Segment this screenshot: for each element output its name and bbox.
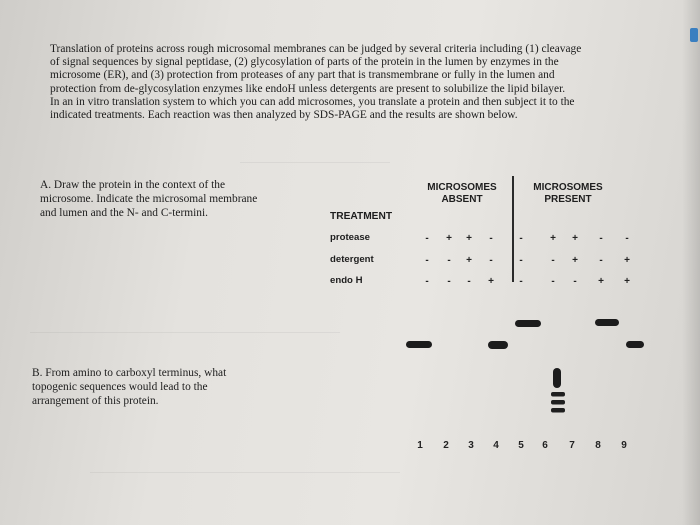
sign-detergent-lane-6: - — [551, 255, 555, 266]
blue-tab-mark — [690, 28, 698, 42]
sign-detergent-lane-2: - — [447, 255, 451, 266]
intro-line: of signal sequences by signal peptidase, (2) glycosylation of parts of the protein in the lumen by enzymes in the — [50, 56, 559, 69]
lane-number-2: 2 — [443, 440, 449, 451]
gel-band-lane-5 — [515, 320, 541, 327]
lane-number-1: 1 — [417, 440, 423, 451]
question-a — [40, 178, 310, 221]
sign-detergent-lane-7: + — [572, 255, 578, 266]
sign-endoh-lane-1: - — [425, 276, 429, 287]
intro-line: protection from de-glycosylation enzymes like endoH unless detergents are present to solubilize the lipid bilayer. — [50, 82, 566, 95]
question-a-line: and lumen and the N- and C-termini. — [40, 207, 208, 220]
bleed-through-text — [30, 320, 340, 333]
gel-band-lane-6-stack-1 — [551, 392, 565, 397]
sign-protease-lane-1: - — [425, 233, 429, 244]
header-microsomes-absent — [416, 182, 508, 205]
sign-detergent-lane-4: - — [489, 255, 493, 266]
row-label-detergent: detergent — [330, 254, 374, 265]
sign-endoh-lane-9: + — [624, 276, 630, 287]
sign-protease-lane-5: - — [519, 233, 523, 244]
sign-protease-lane-2: + — [446, 233, 452, 244]
sign-endoh-lane-4: + — [488, 276, 494, 287]
question-b — [32, 366, 292, 409]
sign-detergent-lane-5: - — [519, 255, 523, 266]
row-label-protease: protease — [330, 232, 370, 243]
intro-line: microsome (ER), and (3) protection from proteases of any part that is transmembrane or fully in the lumen and — [50, 69, 555, 82]
bleed-through-text — [240, 150, 390, 163]
intro-line: Translation of proteins across rough microsomal membranes can be judged by several criteria including (1) cleavage — [50, 43, 582, 55]
gel-band-lane-4 — [488, 341, 508, 349]
gel-band-lane-9 — [626, 341, 644, 348]
sign-protease-lane-9: - — [625, 233, 629, 244]
sign-detergent-lane-1: - — [425, 255, 429, 266]
question-b-line: B. From amino to carboxyl terminus, what — [32, 367, 227, 379]
gel-band-lane-8 — [595, 319, 619, 326]
intro-line: In an in vitro translation system to which you can add microsomes, you translate a protein and then subject it to the — [50, 95, 575, 108]
lane-number-6: 6 — [542, 440, 548, 451]
sign-protease-lane-7: + — [572, 233, 578, 244]
header-microsomes-present — [518, 182, 618, 205]
page-shadow — [682, 0, 700, 525]
sign-endoh-lane-3: - — [467, 276, 471, 287]
lane-number-3: 3 — [468, 440, 474, 451]
sign-endoh-lane-5: - — [519, 276, 523, 287]
sds-page-gel — [396, 288, 666, 434]
question-a-line: A. Draw the protein in the context of the — [40, 179, 226, 191]
gel-band-lane-6-stack-3 — [551, 408, 565, 413]
header-line: ABSENT — [441, 193, 483, 205]
lane-number-5: 5 — [518, 440, 524, 451]
header-line: MICROSOMES — [533, 182, 603, 193]
treatment-title: TREATMENT — [330, 211, 393, 222]
lane-number-9: 9 — [621, 440, 627, 451]
header-line: MICROSOMES — [427, 182, 497, 193]
sign-protease-lane-3: + — [466, 233, 472, 244]
header-line: PRESENT — [544, 193, 592, 205]
lane-number-4: 4 — [493, 440, 499, 451]
gel-band-lane-6 — [553, 368, 561, 388]
gel-band-lane-1 — [406, 341, 432, 348]
sign-detergent-lane-3: + — [466, 255, 472, 266]
sign-detergent-lane-8: - — [599, 255, 603, 266]
bleed-through-text — [90, 460, 400, 473]
sign-endoh-lane-2: - — [447, 276, 451, 287]
sign-endoh-lane-6: - — [551, 276, 555, 287]
column-divider — [512, 176, 514, 282]
intro-paragraph — [50, 43, 642, 122]
row-label-endoh: endo H — [330, 275, 363, 286]
sign-endoh-lane-8: + — [598, 276, 604, 287]
sign-protease-lane-8: - — [599, 233, 603, 244]
sign-detergent-lane-9: + — [624, 255, 630, 266]
lane-number-8: 8 — [595, 440, 601, 451]
question-b-line: topogenic sequences would lead to the — [32, 381, 208, 394]
sign-protease-lane-4: - — [489, 233, 493, 244]
question-b-line: arrangement of this protein. — [32, 395, 159, 408]
sign-protease-lane-6: + — [550, 233, 556, 244]
lane-number-7: 7 — [569, 440, 575, 451]
sign-endoh-lane-7: - — [573, 276, 577, 287]
intro-line: indicated treatments. Each reaction was then analyzed by SDS-PAGE and the results are shown below. — [50, 109, 518, 122]
gel-band-lane-6-stack-2 — [551, 400, 565, 405]
question-a-line: microsome. Indicate the microsomal membrane — [40, 193, 258, 206]
